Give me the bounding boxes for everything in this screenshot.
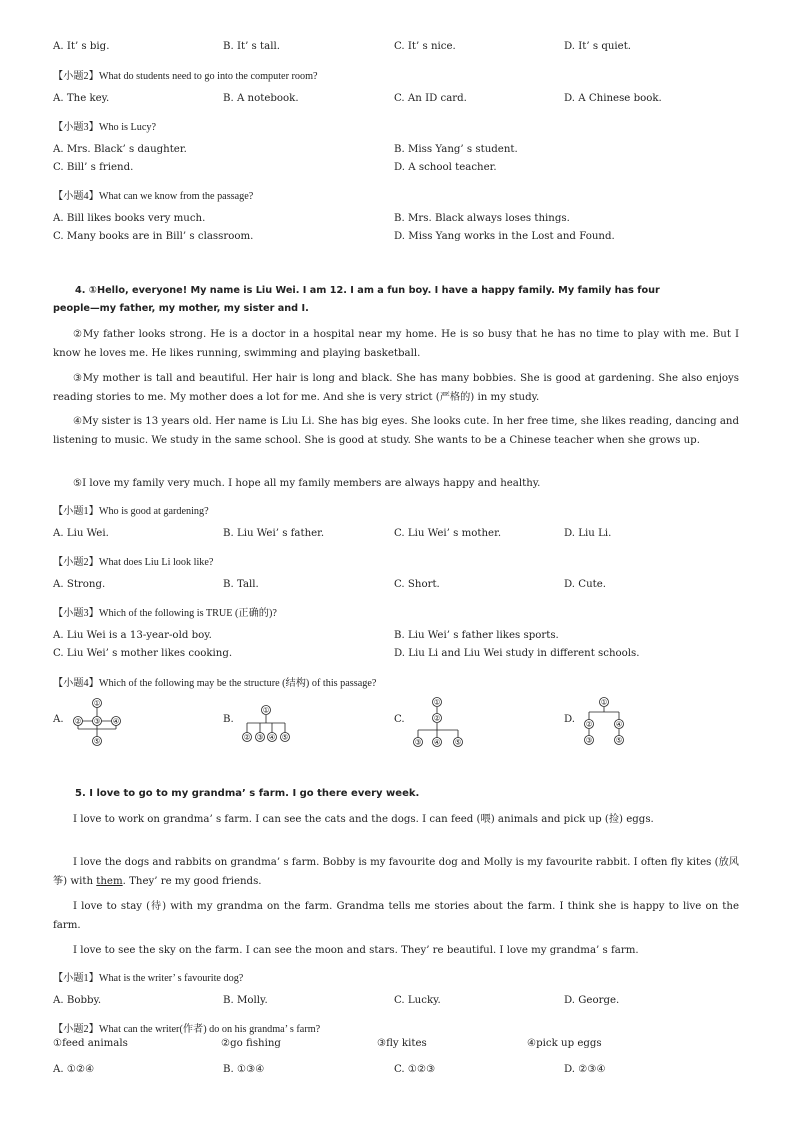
option-d[interactable]: D. Liu Li and Liu Wei study in different schools.: [394, 648, 640, 659]
passage-paragraph: I love to work on grandma’ s farm. I can see the cats and the dogs. I can feed (喂) animals and pick up (捡) eggs.: [73, 814, 654, 825]
passage-paragraph: ③My mother is tall and beautiful. Her hair is long and black. She has many bobbies. She is good at gardening. She also enjoys reading stories to me. My mother does a lot for me. And she is very strict (严格的) in my study.: [53, 373, 739, 403]
question-stem: 【小题2】What do students need to go into the computer room?: [53, 71, 318, 82]
option-b[interactable]: B. Miss Yang’ s student.: [394, 144, 518, 155]
node-3: ③: [414, 738, 422, 747]
passage-heading: 5. I love to go to my grandma’ s farm. I go there every week.: [75, 788, 420, 799]
node-3: ③: [585, 736, 593, 745]
option-a[interactable]: A. Bill likes books very much.: [53, 213, 206, 224]
question-stem: 【小题4】What can we know from the passage?: [53, 191, 254, 202]
option-b[interactable]: B. Liu Wei’ s father likes sports.: [394, 630, 559, 641]
option-b[interactable]: B. It’ s tall.: [223, 41, 280, 52]
option-a[interactable]: A. The key.: [53, 93, 110, 104]
node-2: ②: [433, 714, 441, 723]
option-a[interactable]: A. Bobby.: [53, 995, 102, 1006]
choice-item: ③fly kites: [377, 1038, 427, 1049]
passage-paragraph: I love to stay (待) with my grandma on the farm. Grandma tells me stories about the farm. I think she is happy to live on the farm.: [53, 901, 739, 931]
option-d[interactable]: D. George.: [564, 995, 620, 1006]
option-b[interactable]: B. ①③④: [223, 1064, 265, 1075]
option-c[interactable]: C.: [394, 714, 405, 725]
question-stem: 【小题3】Which of the following is TRUE (正确的)?: [53, 608, 277, 619]
option-a[interactable]: A. Mrs. Black’ s daughter.: [53, 144, 187, 155]
option-a[interactable]: A. Strong.: [53, 579, 106, 590]
passage-heading: people—my father, my mother, my sister and I.: [53, 303, 309, 314]
node-3: ③: [93, 717, 101, 726]
question-stem: 【小题4】Which of the following may be the structure (结构) of this passage?: [53, 678, 377, 689]
option-b[interactable]: B. A notebook.: [223, 93, 299, 104]
choice-item: ①feed animals: [53, 1038, 128, 1049]
option-d[interactable]: D. Miss Yang works in the Lost and Found.: [394, 231, 615, 242]
question-stem: 【小题1】What is the writer’ s favourite dog?: [53, 973, 244, 984]
question-stem: 【小题2】What does Liu Li look like?: [53, 557, 214, 568]
node-5: ⑤: [454, 738, 462, 747]
choice-item: ④pick up eggs: [527, 1038, 602, 1049]
option-c[interactable]: C. It’ s nice.: [394, 41, 456, 52]
node-1: ①: [433, 698, 441, 707]
node-1: ①: [600, 698, 608, 707]
option-c[interactable]: C. ①②③: [394, 1064, 436, 1075]
structure-diagram-c: [410, 696, 470, 750]
question-stem: 【小题3】Who is Lucy?: [53, 122, 156, 133]
option-a[interactable]: A.: [53, 714, 64, 725]
structure-diagram-a: [72, 697, 132, 749]
node-2: ②: [585, 720, 593, 729]
node-1: ①: [93, 699, 101, 708]
node-5: ⑤: [615, 736, 623, 745]
option-a[interactable]: A. ①②④: [53, 1064, 95, 1075]
option-c[interactable]: C. Many books are in Bill’ s classroom.: [53, 231, 254, 242]
option-b[interactable]: B. Liu Wei’ s father.: [223, 528, 325, 539]
passage-heading: 4. ①Hello, everyone! My name is Liu Wei. I am 12. I am a fun boy. I have a happy family. My family has four: [75, 285, 660, 296]
node-1: ①: [262, 706, 270, 715]
option-b[interactable]: B. Molly.: [223, 995, 268, 1006]
underlined-word: them: [96, 875, 123, 887]
paragraph-text: . They’ re my good friends.: [122, 875, 262, 887]
option-a[interactable]: A. Liu Wei is a 13-year-old boy.: [53, 630, 212, 641]
passage-paragraph: ④My sister is 13 years old. Her name is Liu Li. She has big eyes. She looks cute. In her free time, she likes reading, dancing and listening to music. We study in the same school. She is good at study. She wants to be a Chinese teacher when she grows up.: [53, 416, 739, 446]
option-d[interactable]: D. It’ s quiet.: [564, 41, 632, 52]
node-4: ④: [615, 720, 623, 729]
option-c[interactable]: C. Bill’ s friend.: [53, 162, 134, 173]
option-c[interactable]: C. Liu Wei’ s mother likes cooking.: [53, 648, 233, 659]
node-4: ④: [433, 738, 441, 747]
question-stem: 【小题1】Who is good at gardening?: [53, 506, 209, 517]
structure-diagram-b: [240, 703, 300, 745]
node-3: ③: [256, 733, 264, 742]
option-b[interactable]: B. Mrs. Black always loses things.: [394, 213, 570, 224]
node-4: ④: [268, 733, 276, 742]
passage-paragraph: [53, 854, 739, 891]
passage-paragraph: ②My father looks strong. He is a doctor in a hospital near my home. He is so busy that he has no time to play with me. But I know he loves me. He likes running, swimming and playing basketball.: [53, 329, 739, 359]
option-b[interactable]: B. Tall.: [223, 579, 259, 590]
option-c[interactable]: C. Liu Wei’ s mother.: [394, 528, 502, 539]
choice-item: ②go fishing: [221, 1038, 281, 1049]
option-d[interactable]: D. ②③④: [564, 1064, 606, 1075]
question-stem: 【小题2】What can the writer(作者) do on his grandma’ s farm?: [53, 1024, 321, 1035]
option-b[interactable]: B.: [223, 714, 234, 725]
option-d[interactable]: D. Liu Li.: [564, 528, 612, 539]
passage-paragraph: I love to see the sky on the farm. I can see the moon and stars. They’ re beautiful. I love my grandma’ s farm.: [73, 945, 639, 956]
option-d[interactable]: D. A school teacher.: [394, 162, 497, 173]
node-5: ⑤: [93, 737, 101, 746]
node-5: ⑤: [281, 733, 289, 742]
structure-diagram-d: [581, 696, 631, 748]
option-c[interactable]: C. An ID card.: [394, 93, 467, 104]
passage-paragraph: ⑤I love my family very much. I hope all my family members are always happy and healthy.: [73, 478, 541, 489]
option-d[interactable]: D.: [564, 714, 576, 725]
option-a[interactable]: A. Liu Wei.: [53, 528, 109, 539]
option-d[interactable]: D. A Chinese book.: [564, 93, 662, 104]
option-c[interactable]: C. Short.: [394, 579, 440, 590]
node-4: ④: [112, 717, 120, 726]
node-2: ②: [243, 733, 251, 742]
option-d[interactable]: D. Cute.: [564, 579, 606, 590]
option-a[interactable]: A. It’ s big.: [53, 41, 110, 52]
node-2: ②: [74, 717, 82, 726]
option-c[interactable]: C. Lucky.: [394, 995, 441, 1006]
paragraph-text: I love the dogs and rabbits on grandma’ s farm. Bobby is my favourite dog and Molly is my favourite rabbit. I often fly kites (放风筝) with: [53, 857, 739, 887]
